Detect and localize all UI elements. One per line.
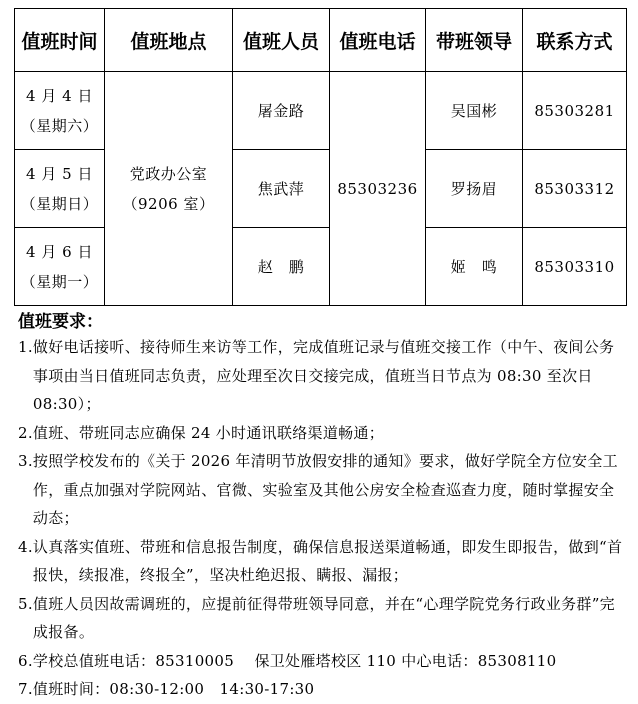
list-item-number: 4. bbox=[18, 537, 33, 556]
location-cell bbox=[105, 72, 233, 306]
header-duty-staff: 值班人员 bbox=[233, 9, 330, 72]
list-item-number: 6. bbox=[18, 651, 33, 670]
date-cell bbox=[15, 72, 105, 150]
header-duty-location: 值班地点 bbox=[105, 9, 233, 72]
header-duty-time: 值班时间 bbox=[15, 9, 105, 72]
header-duty-phone: 值班电话 bbox=[330, 9, 426, 72]
table-row bbox=[15, 72, 627, 150]
staff-cell: 赵 鹏 bbox=[233, 228, 330, 306]
weekday-text: （星期六） bbox=[20, 116, 99, 135]
list-item-number: 1. bbox=[18, 338, 33, 356]
list-item-number: 7. bbox=[18, 680, 33, 698]
duty-phone-cell: 85303236 bbox=[330, 72, 426, 306]
leader-cell: 姬 鸣 bbox=[426, 228, 523, 306]
list-item bbox=[18, 419, 626, 448]
list-item bbox=[18, 675, 626, 704]
date-cell bbox=[15, 228, 105, 306]
list-item-number: 3. bbox=[18, 452, 33, 470]
list-item-number: 2. bbox=[18, 423, 33, 442]
date-cell bbox=[15, 150, 105, 228]
contact-cell: 85303310 bbox=[523, 228, 627, 306]
table-header-row bbox=[15, 9, 627, 72]
date-text: 4 月 6 日 bbox=[26, 242, 93, 261]
list-item bbox=[18, 333, 626, 419]
requirements-title: 值班要求： bbox=[18, 312, 103, 332]
requirements-list bbox=[18, 333, 626, 704]
staff-cell: 焦武萍 bbox=[233, 150, 330, 228]
header-leader: 带班领导 bbox=[426, 9, 523, 72]
leader-cell: 吴国彬 bbox=[426, 72, 523, 150]
list-item-text: 学校总值班电话：85310005 保卫处雁塔校区 110 中心电话：85308110 bbox=[32, 651, 557, 670]
list-item-text: 按照学校发布的《关于 2026 年清明节放假安排的通知》要求，做好学院全方位安全工作，重点加强对学院网站、官微、实验室及其他公房安全检查巡查力度，随时掌握安全动态； bbox=[32, 452, 618, 527]
list-item bbox=[18, 590, 626, 647]
duty-schedule-table bbox=[14, 8, 627, 306]
location-name: 党政办公室 bbox=[129, 164, 208, 183]
list-item bbox=[18, 647, 626, 676]
list-item-text: 值班人员因故需调班的，应提前征得带班领导同意，并在“心理学院党务行政业务群”完成报备。 bbox=[32, 594, 615, 641]
leader-cell: 罗扬眉 bbox=[426, 150, 523, 228]
list-item bbox=[18, 533, 626, 590]
contact-cell: 85303281 bbox=[523, 72, 627, 150]
list-item-text: 做好电话接听、接待师生来访等工作，完成值班记录与值班交接工作（中午、夜间公务事项由当日值班同志负责，应处理至次日交接完成，值班当日节点为 08:30 至次日 08:30）； bbox=[32, 338, 615, 413]
list-item-text: 值班时间：08:30-12:00 14:30-17:30 bbox=[32, 680, 315, 698]
date-text: 4 月 5 日 bbox=[26, 164, 93, 183]
list-item-text: 值班、带班同志应确保 24 小时通讯联络渠道畅通； bbox=[32, 423, 385, 442]
list-item-number: 5. bbox=[18, 594, 33, 613]
weekday-text: （星期一） bbox=[20, 272, 99, 291]
date-text: 4 月 4 日 bbox=[26, 86, 93, 105]
contact-cell: 85303312 bbox=[523, 150, 627, 228]
staff-cell: 屠金路 bbox=[233, 72, 330, 150]
list-item-text: 认真落实值班、带班和信息报告制度，确保信息报送渠道畅通，即发生即报告，做到“首报快，续报准，终报全”，坚决杜绝迟报、瞒报、漏报； bbox=[32, 537, 623, 584]
location-room: （9206 室） bbox=[122, 194, 215, 213]
weekday-text: （星期日） bbox=[20, 194, 99, 213]
list-item bbox=[18, 447, 626, 533]
header-contact: 联系方式 bbox=[523, 9, 627, 72]
